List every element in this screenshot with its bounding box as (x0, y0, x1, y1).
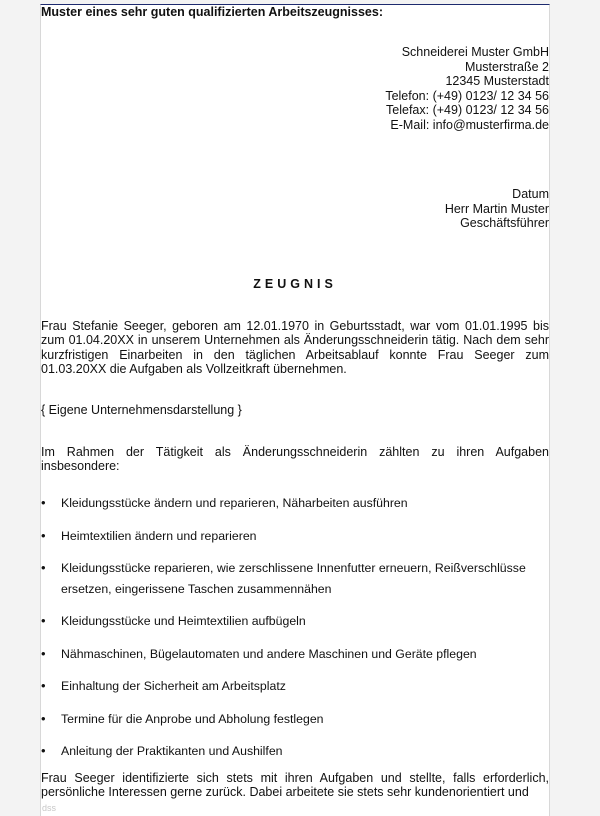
list-item: • Termine für die Anprobe und Abholung festlegen (41, 709, 549, 730)
list-item: • Nähmaschinen, Bügelautomaten und andere Maschinen und Geräte pflegen (41, 644, 549, 665)
company-description-placeholder: { Eigene Unternehmensdarstellung } (41, 403, 242, 417)
list-item: • Kleidungsstücke reparieren, wie zerschlissene Innenfutter erneuern, Reißverschlüsse ersetzen, eingerissene Taschen zusammennähen (41, 558, 549, 599)
signer-name: Herr Martin Muster (444, 201, 549, 216)
sender-phone: Telefon: (+49) 0123/ 12 34 56 (385, 88, 549, 103)
task-list (41, 493, 549, 774)
sender-street: Musterstraße 2 (464, 59, 549, 74)
tasks-intro-paragraph: Im Rahmen der Tätigkeit als Änderungsschneiderin zählten zu ihren Aufgaben insbesondere: (41, 445, 549, 474)
signer-role: Geschäftsführer (460, 216, 549, 231)
sender-fax: Telefax: (+49) 0123/ 12 34 56 (386, 103, 549, 118)
list-item: • Kleidungsstücke ändern und reparieren, Näharbeiten ausführen (41, 493, 549, 514)
sender-address-block (385, 45, 549, 133)
date-label: Datum (512, 187, 549, 201)
intro-paragraph: Frau Stefanie Seeger, geboren am 12.01.1970 in Geburtsstadt, war vom 01.01.1995 bis zum 01.04.20XX in unserem Unternehmen als Änderungsschneiderin tätig. Nach dem sehr kurzfristigen Einarbeiten in den täglichen Arbeitsablauf konnte Frau Seeger zum 01.03.20XX die Aufgaben als Vollzeitkraft übernehmen. (41, 319, 549, 377)
list-item: • Einhaltung der Sicherheit am Arbeitsplatz (41, 676, 549, 697)
assessment-paragraph: Frau Seeger identifizierte sich stets mit ihren Aufgaben und stellte, falls erforderlich, persönliche Interessen gerne zurück. Dabei arbeitete sie stets sehr kundenorientiert und (41, 771, 549, 800)
signature-block (445, 187, 549, 231)
sender-company: Schneiderei Muster GmbH (401, 45, 549, 59)
list-item: • Kleidungsstücke und Heimtextilien aufbügeln (41, 611, 549, 632)
sender-city: 12345 Musterstadt (445, 74, 549, 89)
watermark: dss (42, 803, 57, 813)
list-item: • Heimtextilien ändern und reparieren (41, 526, 549, 547)
list-item: • Anleitung der Praktikanten und Aushilfen (41, 741, 549, 762)
sender-email: E-Mail: info@musterfirma.de (390, 117, 549, 132)
document-heading: Muster eines sehr guten qualifizierten Arbeitszeugnisses: (41, 5, 383, 19)
document-page (40, 4, 550, 816)
document-title: ZEUGNIS (253, 277, 337, 291)
